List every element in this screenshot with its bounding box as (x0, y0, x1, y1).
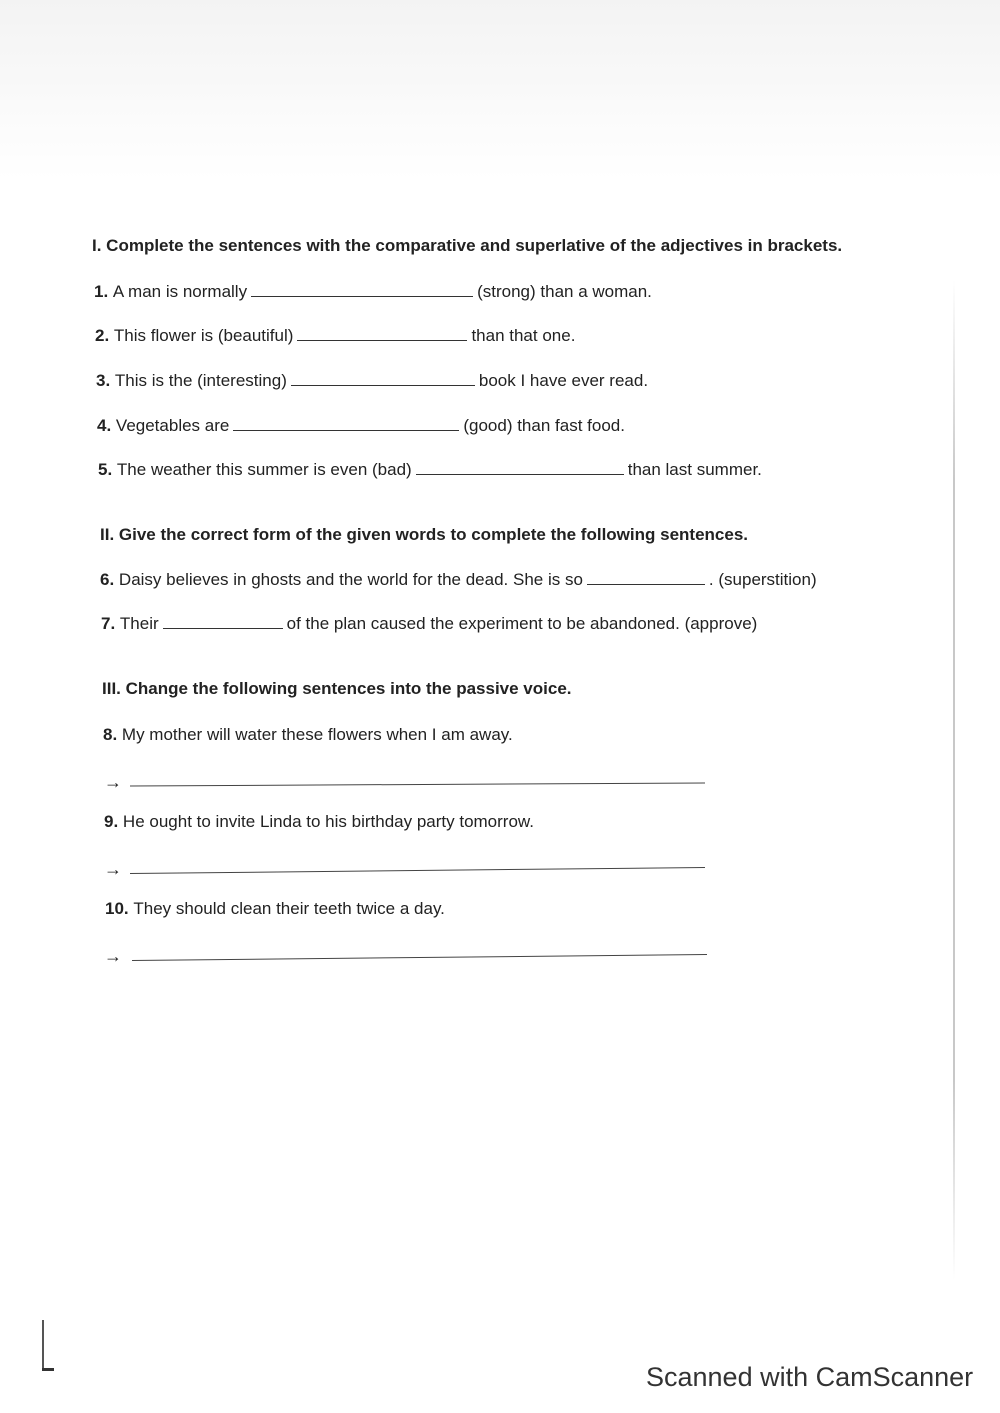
question-number: 2. (95, 326, 110, 345)
answer-blank[interactable] (291, 384, 475, 386)
answer-blank[interactable] (416, 473, 624, 475)
question-number: 9. (104, 812, 119, 831)
scan-shadow (0, 0, 1000, 180)
question-text: My mother will water these flowers when I am away. (121, 725, 513, 744)
section-3-heading: III. Change the following sentences into the passive voice. (102, 679, 572, 698)
question-text-before: This flower is (beautiful) (113, 326, 294, 345)
question-text-after: (strong) than a woman. (477, 282, 652, 301)
question-text-after: than that one. (471, 326, 576, 345)
question-number: 10. (105, 899, 129, 918)
question-4 (97, 416, 625, 436)
question-7 (101, 614, 757, 634)
question-text-before: A man is normally (112, 282, 248, 301)
question-text-before: Daisy believes in ghosts and the world for the dead. She is so (118, 570, 583, 589)
scanner-watermark: Scanned with CamScanner (646, 1362, 974, 1392)
section-1-heading: I. Complete the sentences with the comparative and superlative of the adjectives in brackets. (92, 236, 843, 255)
answer-blank[interactable] (297, 339, 467, 341)
arrow-icon: → (104, 859, 122, 879)
arrow-icon: → (104, 772, 122, 792)
question-number: 6. (100, 570, 115, 589)
question-number: 5. (98, 460, 113, 479)
question-text-after: . (superstition) (708, 570, 817, 589)
answer-blank[interactable] (251, 295, 473, 297)
answer-blank[interactable] (233, 429, 459, 431)
question-text-before: This is the (interesting) (114, 371, 287, 390)
question-text-after: (good) than fast food. (463, 416, 625, 435)
question-number: 7. (101, 614, 116, 633)
page-edge-right (953, 280, 955, 1280)
question-8 (103, 725, 513, 745)
answer-line-9[interactable] (130, 867, 705, 874)
question-text: They should clean their teeth twice a day. (133, 899, 445, 918)
question-text-after: of the plan caused the experiment to be abandoned. (approve) (286, 614, 758, 633)
question-text-before: Their (119, 614, 159, 633)
question-10 (105, 899, 445, 919)
question-text: He ought to invite Linda to his birthday party tomorrow. (122, 812, 534, 831)
question-6 (100, 570, 817, 590)
page-edge-corner (42, 1368, 54, 1371)
question-number: 3. (96, 371, 111, 390)
question-2 (95, 326, 575, 346)
question-9 (104, 812, 534, 832)
question-3 (96, 371, 648, 391)
question-text-after: book I have ever read. (478, 371, 649, 390)
question-text-before: The weather this summer is even (bad) (116, 460, 412, 479)
answer-line-10[interactable] (132, 954, 707, 961)
question-text-after: than last summer. (627, 460, 762, 479)
question-5 (98, 460, 762, 480)
question-number: 4. (97, 416, 112, 435)
answer-blank[interactable] (587, 583, 705, 585)
question-number: 1. (94, 282, 109, 301)
page-edge-left (42, 1320, 44, 1370)
answer-line-8[interactable] (130, 782, 705, 786)
section-2-heading: II. Give the correct form of the given words to complete the following sentences. (100, 525, 749, 544)
question-number: 8. (103, 725, 118, 744)
answer-blank[interactable] (163, 627, 283, 629)
question-1 (94, 282, 652, 302)
question-text-before: Vegetables are (115, 416, 230, 435)
arrow-icon: → (104, 946, 122, 966)
